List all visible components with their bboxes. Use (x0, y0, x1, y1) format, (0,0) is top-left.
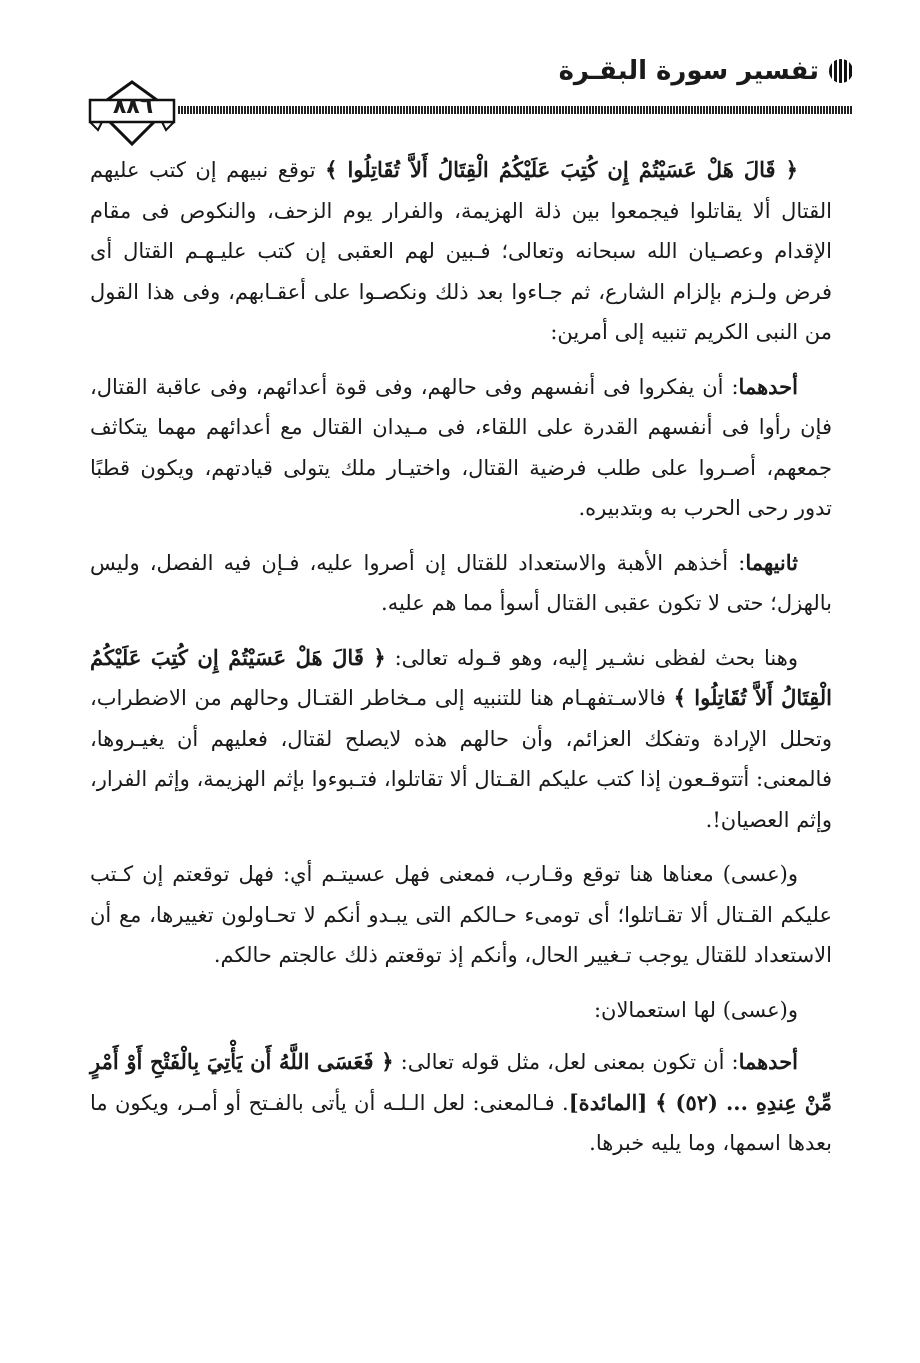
paragraph-2 (90, 367, 832, 529)
header-rule (178, 106, 853, 114)
paragraph-text: فالاسـتفهـام هنا للتنبيه إلى مـخاطر القتـال وحالهم من الاضطراب، وتحلل الإرادة وتفكك العزائم، وأن حالهم هذه لايصلح لقتال، فعليهم أن يغيـروها، فالمعنى: أتتوقـعون إذا كتب عليكم القـتال ألا تقاتلوا، فتـبوءوا بإثم الهزيمة، وإثم الفرار، وإثم العصيان!. (90, 686, 832, 832)
paragraph-text: : أن تكون بمعنى لعل، مثل قوله تعالى: (393, 1050, 739, 1074)
quran-quote: ﴿ قَالَ هَلْ عَسَيْتُمْ إِن كُتِبَ عَلَيْكُمُ الْقِتَالُ أَلاَّ تُقَاتِلُوا ﴾ (90, 644, 832, 710)
paragraph-6 (90, 990, 832, 1031)
page-header (88, 50, 853, 150)
paragraph-text: و(عسى) معناها هنا توقع وقـارب، فمعنى فهل عسيتـم أي: فهل توقعتم إن كـتب عليكم القـتال ألا تقـاتلوا؛ أى تومىء حـالكم التى يبـدو أنكم لا تحـاولون تغييرها، مع أن الاستعداد للقتال يوجب تـغيير الحال، وأنكم إذ توقعتم ذلك عالجتم حالكم. (90, 862, 832, 967)
page-title-group (559, 56, 853, 86)
page-title: تفسير سورة البقـرة (558, 56, 819, 86)
surah-reference: [المائدة] (568, 1089, 656, 1115)
page-number: ٨٨٦ (112, 94, 154, 119)
paragraph-text: : أن يفكروا فى أنفسهم وفى حالهم، وفى قوة أعدائهم، وفى عاقبة القتال، فإن رأوا فى أنفسهم القدرة على اللقاء، فى مـيدان القتال مع أعدائهم مهما يتكاثف جمعهم، أصـروا على طلب فرضية القتال، واختيـار ملك يتولى قيادتهم، ويكون قطبًا تدور رحى الحرب به وبتدبيره. (90, 374, 833, 520)
paragraph-5 (90, 854, 832, 976)
paragraph-text: توقع نبيهم إن كتب عليهم القتال ألا يقاتلوا فيجمعوا بين ذلة الهزيمة، والفرار يوم الزحف، والنكوص فى مقام الإقدام وعصـيان الله سبحانه وتعالى؛ فـبين لهم العقبى إن كتب عليـهـم القتال أى فرض ولـزم بإلزام الشارع، ثم جـاءوا بعد ذلك ونكصـوا على أعقـابهم، وفى هذا القول من النبى الكريم تنبيه إلى أمرين: (90, 158, 832, 344)
paragraph-3 (90, 543, 832, 624)
quran-quote: ﴿ قَالَ هَلْ عَسَيْتُمْ إِن كُتِبَ عَلَيْكُمُ الْقِتَالُ أَلاَّ تُقَاتِلُوا ﴾ (325, 157, 798, 182)
page-number-badge (88, 78, 176, 150)
paragraph-1 (90, 150, 832, 353)
paragraph-lead: أحدهما (738, 373, 798, 399)
paragraph-text: وهنا بحث لفظى نشـير إليه، وهو قـوله تعالى: (385, 645, 798, 670)
paragraph-lead: أحدهما (738, 1049, 799, 1074)
paragraph-4 (90, 638, 832, 841)
paragraph-text: . فـالمعنى: لعل الـلـه أن يأتى بالفـتح أو أمـر، ويكون ما بعدها اسمها، وما يليه خبرها. (90, 1090, 832, 1155)
page-body (90, 150, 832, 1178)
quran-quote: ﴿ فَعَسَى اللَّهُ أَن يَأْتِيَ بِالْفَتْحِ أَوْ أَمْرٍ مِّنْ عِندِهِ ... (٥٢) ﴾ (90, 1049, 832, 1115)
paragraph-lead: ثانيهما (745, 549, 798, 575)
paragraph-7 (90, 1042, 832, 1164)
ornament-icon (829, 59, 853, 83)
paragraph-text: و(عسى) لها استعمالان: (593, 997, 798, 1022)
paragraph-text: : أخذهم الأهبة والاستعداد للقتال إن أصروا عليه، فـإن فيه الفصل، وليس بالهزل؛ حتى لا تكون عقبى القتال أسوأ مما هم عليه. (90, 550, 832, 615)
